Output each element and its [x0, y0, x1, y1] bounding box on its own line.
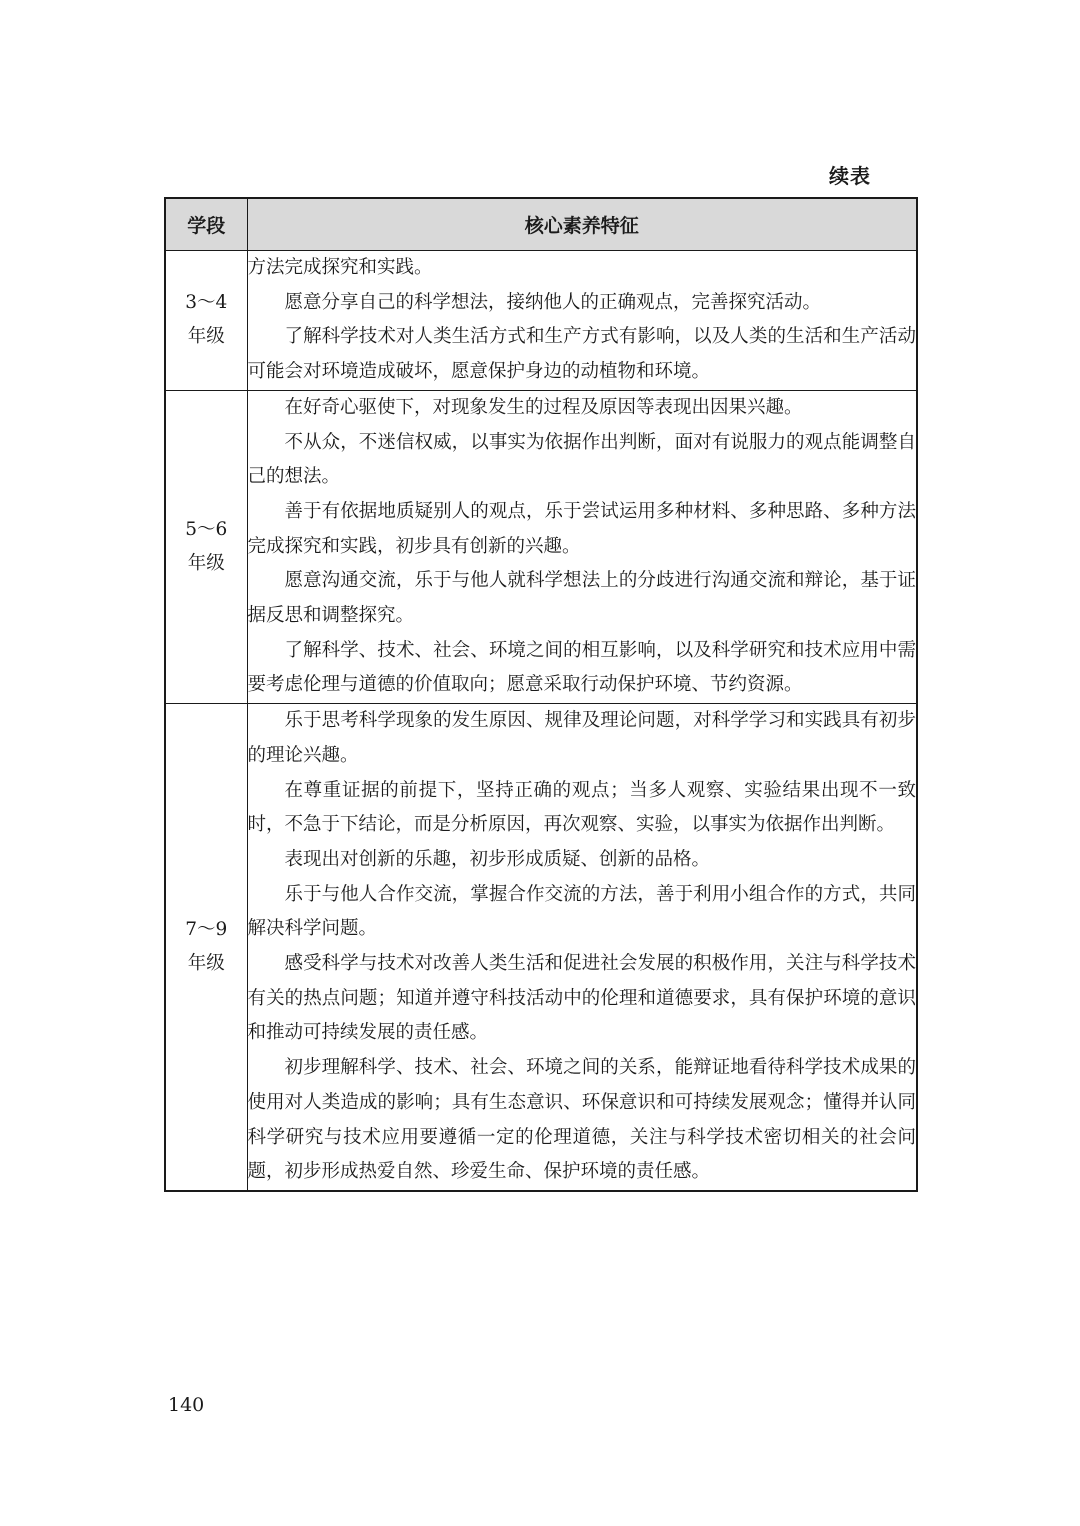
header-stage: 学段 — [165, 198, 247, 251]
continued-table-label: 续表 — [829, 164, 871, 188]
table-row — [165, 251, 917, 391]
table-header-row — [165, 198, 917, 251]
feature-paragraph: 愿意沟通交流，乐于与他人就科学想法上的分歧进行沟通交流和辩论，基于证据反思和调整探究。 — [247, 570, 916, 627]
stage-range: 3～4 — [185, 292, 228, 314]
stage-suffix: 年级 — [187, 326, 225, 348]
feature-paragraph: 在好奇心驱使下，对现象发生的过程及原因等表现出因果兴趣。 — [284, 396, 803, 418]
table-row — [165, 704, 917, 1191]
page-number: 140 — [168, 1394, 205, 1416]
stage-cell — [165, 251, 247, 391]
feature-paragraph: 不从众，不迷信权威，以事实为依据作出判断，面对有说服力的观点能调整自己的想法。 — [247, 431, 916, 488]
features-cell — [247, 390, 917, 703]
stage-cell — [165, 390, 247, 703]
stage-cell — [165, 704, 247, 1191]
features-cell — [247, 704, 917, 1191]
feature-paragraph: 感受科学与技术对改善人类生活和促进社会发展的积极作用，关注与科学技术有关的热点问题；知道并遵守科技活动中的伦理和道德要求，具有保护环境的意识和推动可持续发展的责任感。 — [247, 953, 916, 1044]
stage-range: 5～6 — [185, 518, 228, 540]
feature-paragraph: 善于有依据地质疑别人的观点，乐于尝试运用多种材料、多种思路、多种方法完成探究和实践，初步具有创新的兴趣。 — [247, 500, 916, 557]
stage-suffix: 年级 — [187, 552, 225, 574]
feature-paragraph: 方法完成探究和实践。 — [247, 257, 433, 278]
feature-paragraph: 乐于思考科学现象的发生原因、规律及理论问题，对科学学习和实践具有初步的理论兴趣。 — [247, 710, 916, 766]
features-cell — [247, 251, 917, 391]
stage-range: 7～9 — [185, 919, 228, 941]
feature-paragraph: 初步理解科学、技术、社会、环境之间的关系，能辩证地看待科学技术成果的使用对人类造成的影响；具有生态意识、环保意识和可持续发展观念；懂得并认同科学研究与技术应用要遵循一定的伦理道德，关注与科学技术密切相关的社会问题，初步形成热爱自然、珍爱生命、保护环境的责任感。 — [247, 1057, 916, 1183]
header-features: 核心素养特征 — [247, 198, 917, 251]
table-row — [165, 390, 917, 703]
feature-paragraph: 了解科学技术对人类生活方式和生产方式有影响，以及人类的生活和生产活动可能会对环境造成破坏，愿意保护身边的动植物和环境。 — [247, 326, 916, 383]
core-literacy-table — [164, 197, 918, 1192]
feature-paragraph: 表现出对创新的乐趣，初步形成质疑、创新的品格。 — [284, 848, 711, 870]
stage-suffix: 年级 — [187, 953, 225, 975]
feature-paragraph: 乐于与他人合作交流，掌握合作交流的方法，善于利用小组合作的方式，共同解决科学问题。 — [247, 883, 916, 940]
feature-paragraph: 在尊重证据的前提下，坚持正确的观点；当多人观察、实验结果出现不一致时，不急于下结论，而是分析原因，再次观察、实验，以事实为依据作出判断。 — [247, 779, 916, 836]
feature-paragraph: 愿意分享自己的科学想法，接纳他人的正确观点，完善探究活动。 — [284, 291, 822, 313]
feature-paragraph: 了解科学、技术、社会、环境之间的相互影响，以及科学研究和技术应用中需要考虑伦理与道德的价值取向；愿意采取行动保护环境、节约资源。 — [247, 639, 916, 696]
